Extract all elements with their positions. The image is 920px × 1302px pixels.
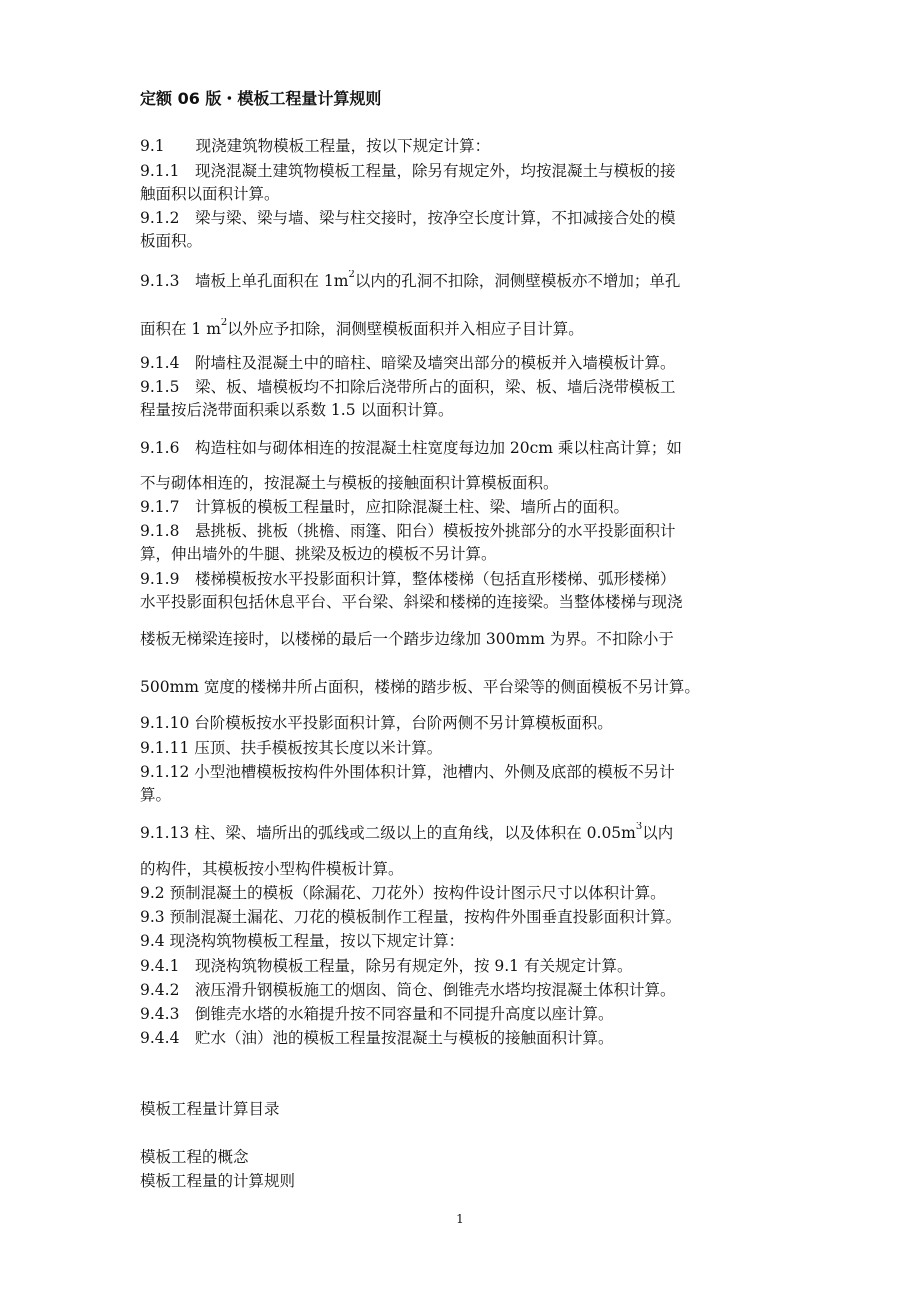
text-line: 楼板无梯梁连接时，以楼梯的最后一个踏步边缘加 300mm 为界。不扣除小于 <box>140 630 674 648</box>
text-line: 不与砌体相连的，按混凝土与模板的接触面积计算模板面积。 <box>140 474 559 492</box>
text-line: 水平投影面积包括休息平台、平台梁、斜梁和楼梯的连接梁。当整体楼梯与现浇 <box>140 593 683 611</box>
text-line <box>140 822 790 844</box>
text-line: 9.1.7 计算板的模板工程量时，应扣除混凝土柱、梁、墙所占的面积。 <box>140 498 629 516</box>
text-line: 9.1.5 梁、板、墙模板均不扣除后浇带所占的面积，梁、板、墙后浇带模板工 <box>140 378 676 396</box>
text-line: 9.1.1 现浇混凝土建筑物模板工程量，除另有规定外，均按混凝土与模板的接 <box>140 162 676 180</box>
text-span: 以内 <box>642 824 674 842</box>
toc-item: 模板工程的概念 <box>140 1148 249 1166</box>
text-span: 9.1.13 柱、梁、墙所出的弧线或二级以上的直角线，以及体积在 0.05m <box>140 824 636 842</box>
text-line: 9.1.6 构造柱如与砌体相连的按混凝土柱宽度每边加 20cm 乘以柱高计算；如 <box>140 439 682 457</box>
text-line: 9.4.1 现浇构筑物模板工程量，除另有规定外，按 9.1 有关规定计算。 <box>140 957 633 975</box>
text-line: 9.1.2 梁与梁、梁与墙、梁与柱交接时，按净空长度计算，不扣减接合处的模 <box>140 209 676 227</box>
superscript: 3 <box>635 822 643 832</box>
text-line: 9.4 现浇构筑物模板工程量，按以下规定计算： <box>140 932 465 950</box>
superscript: 2 <box>220 318 228 328</box>
text-line: 9.1 现浇建筑物模板工程量，按以下规定计算： <box>140 137 491 155</box>
page-title: 定额 06 版・模板工程量计算规则 <box>140 89 382 108</box>
toc-item: 模板工程量的计算规则 <box>140 1172 296 1190</box>
text-span: 以内的孔洞不扣除，洞侧壁模板亦不增加；单孔 <box>354 272 681 290</box>
superscript: 2 <box>348 270 355 280</box>
text-line: 500mm 宽度的楼梯井所占面积，楼梯的踏步板、平台梁等的侧面模板不另计算。 <box>140 678 700 696</box>
text-line: 9.4.4 贮水（油）池的模板工程量按混凝土与模板的接触面积计算。 <box>140 1029 614 1047</box>
section-heading: 模板工程量计算目录 <box>140 1100 280 1118</box>
text-line: 9.1.10 台阶模板按水平投影面积计算，台阶两侧不另计算模板面积。 <box>140 714 613 732</box>
text-line: 程量按后浇带面积乘以系数 1.5 以面积计算。 <box>140 401 454 419</box>
text-line: 9.1.9 楼梯模板按水平投影面积计算，整体楼梯（包括直形楼梯、弧形楼梯） <box>140 570 676 588</box>
text-span: 9.1.3 墙板上单孔面积在 1m <box>140 272 349 290</box>
text-span: 以外应予扣除，洞侧壁模板面积并入相应子目计算。 <box>227 320 584 338</box>
text-line: 触面积以面积计算。 <box>140 185 280 203</box>
text-line: 9.1.11 压顶、扶手模板按其长度以米计算。 <box>140 739 443 757</box>
text-line: 9.2 预制混凝土的模板（除漏花、刀花外）按构件设计图示尺寸以体积计算。 <box>140 884 666 902</box>
text-line: 9.1.12 小型池槽模板按构件外围体积计算，池槽内、外侧及底部的模板不另计 <box>140 763 675 781</box>
text-line: 9.1.4 附墙柱及混凝土中的暗柱、暗梁及墙突出部分的模板并入墙模板计算。 <box>140 354 676 372</box>
text-line: 板面积。 <box>140 232 203 250</box>
text-line: 算。 <box>140 786 172 804</box>
text-line: 9.3 预制混凝土漏花、刀花的模板制作工程量，按构件外围垂直投影面积计算。 <box>140 908 682 926</box>
text-line: 的构件，其模板按小型构件模板计算。 <box>140 860 404 878</box>
text-line <box>140 318 790 340</box>
text-line: 9.1.8 悬挑板、挑板（挑檐、雨篷、阳台）模板按外挑部分的水平投影面积计 <box>140 522 676 540</box>
text-span: 面积在 1 m <box>140 320 221 338</box>
page-number: 1 <box>456 1212 464 1226</box>
text-line: 算，伸出墙外的牛腿、挑梁及板边的模板不另计算。 <box>140 545 497 563</box>
text-line: 9.4.3 倒锥壳水塔的水箱提升按不同容量和不同提升高度以座计算。 <box>140 1005 614 1023</box>
text-line: 9.4.2 液压滑升钢模板施工的烟囱、筒仓、倒锥壳水塔均按混凝土体积计算。 <box>140 981 676 999</box>
text-line <box>140 270 790 292</box>
